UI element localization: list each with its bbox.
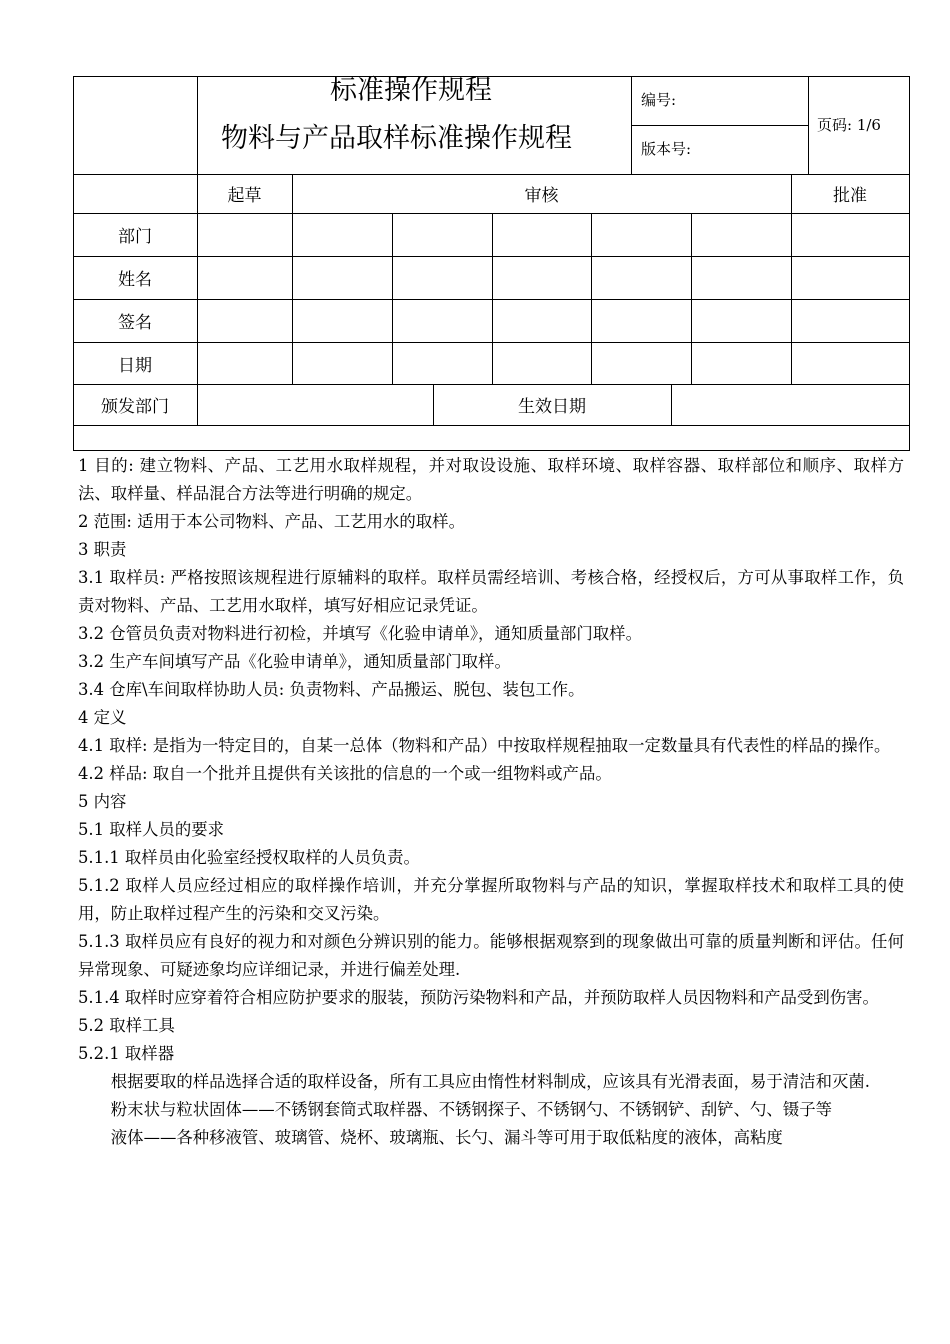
issue-dept-label: 颁发部门 bbox=[101, 397, 169, 417]
doc-version-label: 版本号: bbox=[641, 140, 692, 158]
doc-type-title: 标准操作规程 bbox=[330, 75, 492, 106]
page-number: 页码: 1/6 bbox=[817, 116, 881, 134]
row-label-department: 部门 bbox=[118, 227, 152, 247]
para-4-2: 4.2 样品: 取自一个批并且提供有关该批的信息的一个或一组物料或产品。 bbox=[78, 764, 612, 783]
para-scope: 2 范围: 适用于本公司物料、产品、工艺用水的取样。 bbox=[78, 512, 465, 531]
para-5-1-3: 5.1.3 取样员应有良好的视力和对颜色分辨识别的能力。能够根据观察到的现象做出可靠的质量判断和评估。任何异常现象、可疑迹象均应详细记录，并进行偏差处理. bbox=[78, 932, 904, 979]
heading-content: 5 内容 bbox=[78, 792, 127, 811]
heading-definitions: 4 定义 bbox=[78, 708, 127, 727]
para-3-2a: 3.2 仓管员负责对物料进行初检，并填写《化验申请单》，通知质量部门取样。 bbox=[78, 624, 642, 643]
para-solid-samplers: 粉末状与粒状固体——不锈钢套筒式取样器、不锈钢探子、不锈钢勺、不锈钢铲、刮铲、勺、镊子等 bbox=[110, 1100, 832, 1119]
doc-title: 物料与产品取样标准操作规程 bbox=[221, 123, 572, 154]
heading-5-1: 5.1 取样人员的要求 bbox=[78, 820, 225, 839]
para-purpose: 1 目的: 建立物料、产品、工艺用水取样规程，并对取设设施、取样环境、取样容器、取样部位和顺序、取样方法、取样量、样品混合方法等进行明确的规定。 bbox=[78, 456, 904, 503]
para-5-1-1: 5.1.1 取样员由化验室经授权取样的人员负责。 bbox=[78, 848, 420, 867]
para-3-1: 3.1 取样员: 严格按照该规程进行原辅料的取样。取样员需经培训、考核合格，经授权后，方可从事取样工作，负责对物料、产品、工艺用水取样，填写好相应记录凭证。 bbox=[78, 568, 904, 615]
para-3-4: 3.4 仓库\车间取样协助人员: 负责物料、产品搬运、脱包、装包工作。 bbox=[78, 680, 585, 699]
para-3-2b: 3.2 生产车间填写产品《化验申请单》，通知质量部门取样。 bbox=[78, 652, 511, 671]
col-review: 审核 bbox=[524, 186, 559, 206]
para-sampler-selection: 根据要取的样品选择合适的取样设备，所有工具应由惰性材料制成，应该具有光滑表面，易于清洁和灭菌. bbox=[110, 1072, 870, 1091]
col-draft: 起草 bbox=[227, 186, 262, 206]
document-body bbox=[78, 452, 904, 1152]
heading-5-2: 5.2 取样工具 bbox=[78, 1016, 175, 1035]
para-5-1-4: 5.1.4 取样时应穿着符合相应防护要求的服装，预防污染物料和产品，并预防取样人员因物料和产品受到伤害。 bbox=[78, 988, 879, 1007]
row-label-signature: 签名 bbox=[118, 313, 152, 333]
heading-5-2-1: 5.2.1 取样器 bbox=[78, 1044, 175, 1063]
row-label-name: 姓名 bbox=[118, 270, 152, 290]
para-liquid-samplers: 液体——各种移液管、玻璃管、烧杯、玻璃瓶、长勺、漏斗等可用于取低粘度的液体，高粘度 bbox=[110, 1128, 783, 1147]
doc-code-label: 编号: bbox=[641, 91, 677, 109]
row-label-date: 日期 bbox=[118, 355, 152, 376]
effective-date-label: 生效日期 bbox=[518, 397, 586, 417]
para-4-1: 4.1 取样: 是指为一特定目的，自某一总体（物料和产品）中按取样规程抽取一定数量具有代表性的样品的操作。 bbox=[78, 736, 891, 755]
heading-responsibility: 3 职责 bbox=[78, 540, 127, 559]
col-approve: 批准 bbox=[833, 186, 867, 206]
para-5-1-2: 5.1.2 取样人员应经过相应的取样操作培训，并充分掌握所取物料与产品的知识，掌握取样技术和取样工具的使用，防止取样过程产生的污染和交叉污染。 bbox=[78, 876, 904, 923]
